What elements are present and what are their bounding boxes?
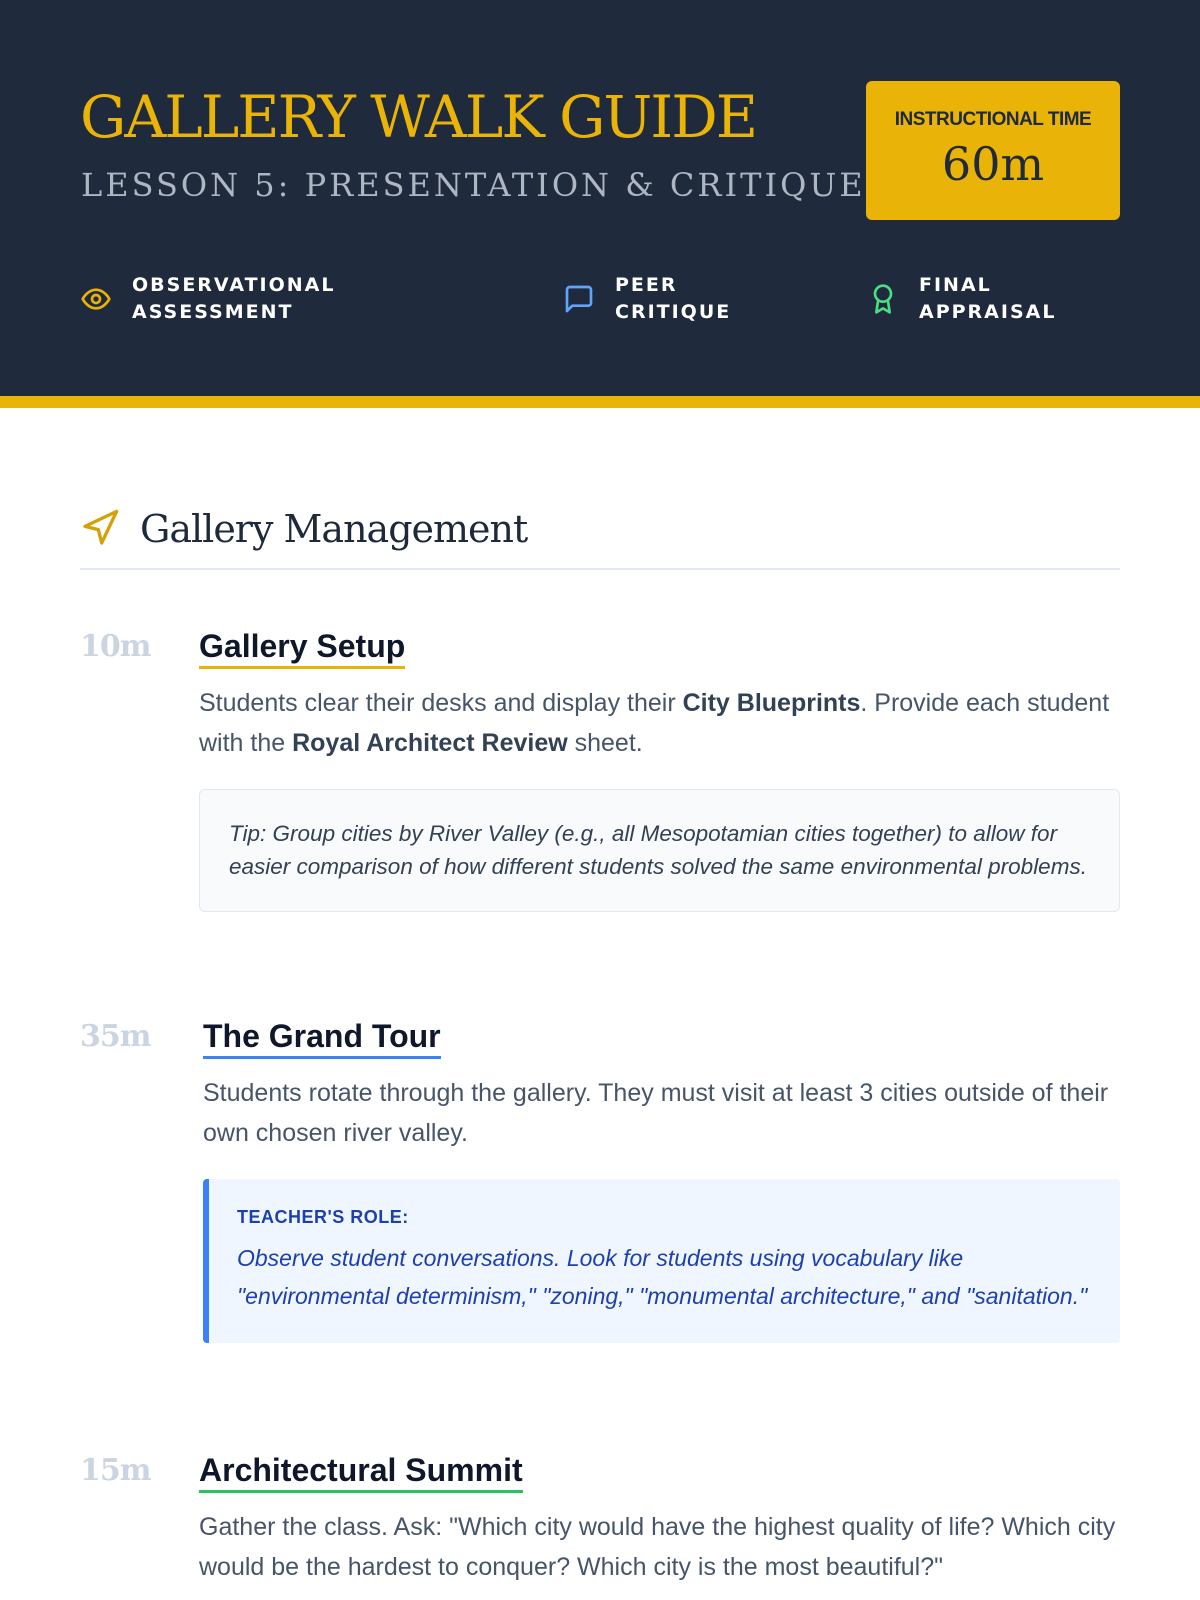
step-description [199,683,1120,763]
meta-peer-critique [563,272,731,326]
desc-text: sheet. [567,729,643,757]
eye-icon [80,283,112,315]
chat-icon [563,283,595,315]
meta-observational-assessment [80,272,335,326]
teacher-role-text: Observe student conversations. Look for students using vocabulary like "environmental determinism," "zoning," "monumental architecture," and "sanitation." [237,1245,1088,1309]
step-duration: 10m [80,629,151,664]
step-title: The Grand Tour [203,1017,441,1059]
teacher-role-box [203,1179,1120,1343]
instructional-time-label: INSTRUCTIONAL TIME [894,109,1092,130]
page-header [0,0,1200,408]
step-body [199,627,1120,912]
desc-text: Students clear their desks and display their [199,689,683,717]
step-title: Gallery Setup [199,627,405,669]
meta-label: FINAL APPRAISAL [919,274,1057,323]
navigation-arrow-icon [80,508,120,548]
page-subtitle: LESSON 5: PRESENTATION & CRITIQUE [81,166,866,204]
desc-emphasis: Royal Architect Review [292,729,568,757]
meta-label: PEER CRITIQUE [615,274,732,323]
section-header [80,500,1120,570]
tip-box: Tip: Group cities by River Valley (e.g., all Mesopotamian cities together) to allow for easier comparison of how different students solved the same environmental problems. [199,789,1120,912]
step-description: Gather the class. Ask: "Which city would have the highest quality of life? Which city would be the hardest to conquer? Which city is the most beautiful?" [199,1513,1116,1581]
desc-text: . Provide each student with the [199,689,1110,757]
section-title: Gallery Management [140,507,528,551]
page-title: GALLERY WALK GUIDE [80,83,757,151]
meta-label: OBSERVATIONAL ASSESSMENT [132,274,336,323]
step-description: Students rotate through the gallery. They must visit at least 3 cities outside of their own chosen river valley. [203,1079,1109,1147]
step-duration: 15m [80,1453,151,1488]
meta-final-appraisal [867,272,1056,326]
step-body [199,1451,1120,1587]
desc-emphasis: City Blueprints [682,689,861,717]
step-title: Architectural Summit [199,1451,523,1493]
instructional-time-badge [866,81,1120,220]
step-duration: 35m [80,1019,151,1054]
teacher-role-label: TEACHER'S ROLE: [237,1207,409,1227]
instructional-time-value: 60m [941,137,1045,191]
award-icon [867,283,899,315]
step-body [203,1017,1120,1343]
